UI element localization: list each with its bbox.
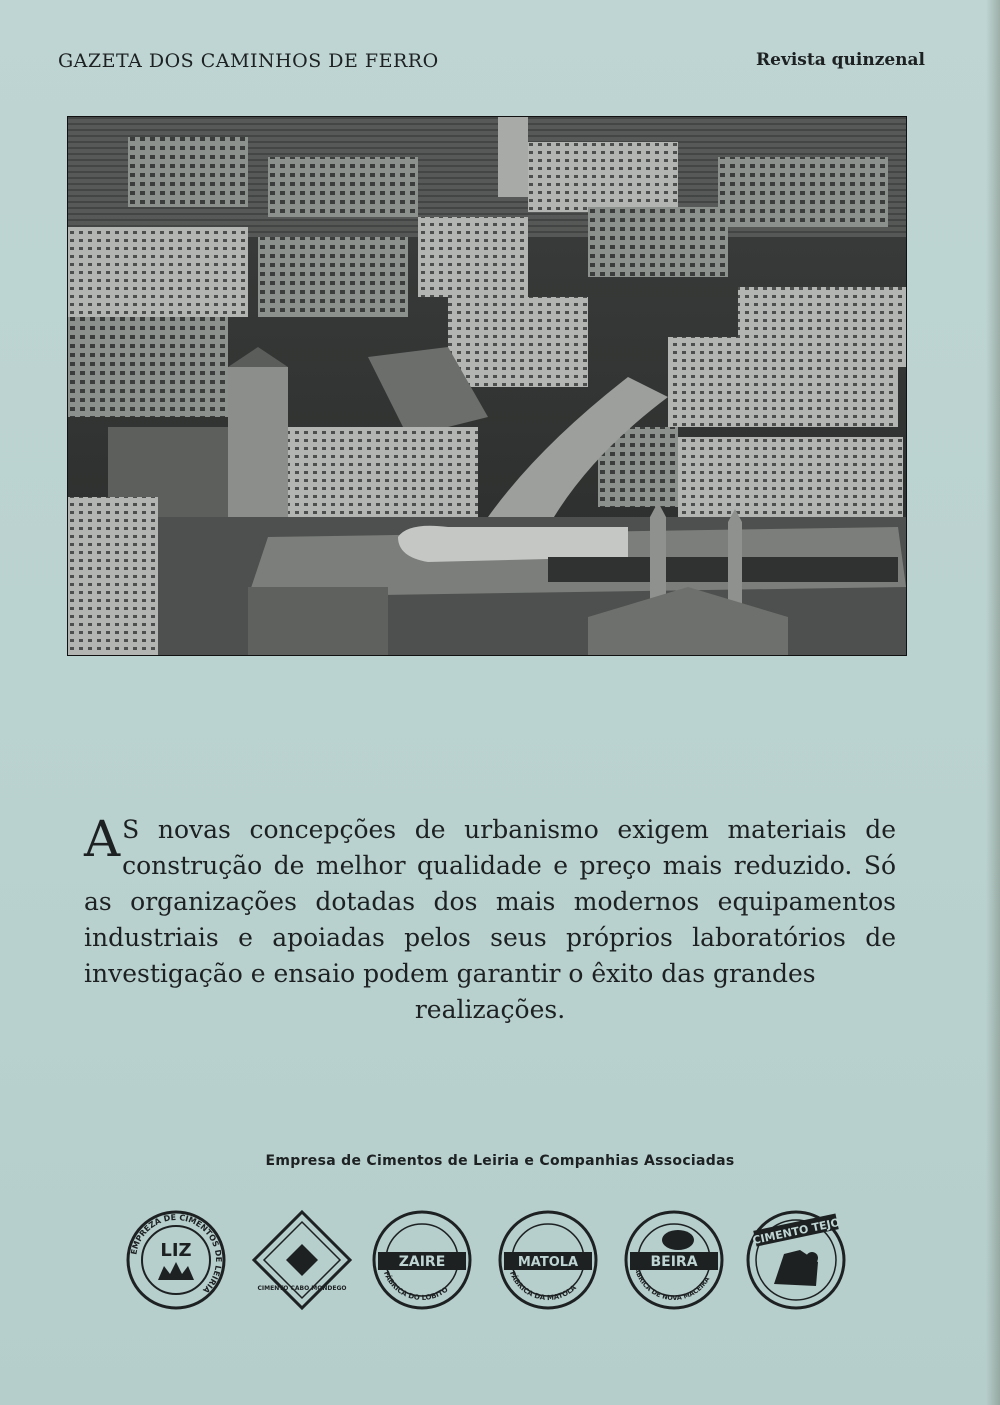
company-logos [0,1208,1000,1318]
beira-logo-ring: FÁBRICA DE NOVA MACEIRA [632,1263,712,1303]
company-name: Empresa de Cimentos de Leiria e Companhias Associadas [265,1153,735,1169]
aerial-city-illustration [68,117,906,655]
cabo-mondego-logo-name: CIMENTO CABO MONDEGO [257,1285,347,1292]
zaire-logo [370,1208,474,1312]
liz-logo-name: LIZ [160,1240,192,1261]
publication-title: GAZETA DOS CAMINHOS DE FERRO [58,50,439,72]
beira-logo-name: BEIRA [650,1254,698,1270]
advert-text-last: realizações. [414,995,566,1024]
page-edge-shadow [986,0,1000,1405]
beira-logo [622,1208,726,1312]
advert-dropcap: A [84,810,121,868]
matola-logo [496,1208,600,1312]
matola-logo-name: MATOLA [517,1255,579,1270]
zaire-logo-name: ZAIRE [398,1254,446,1270]
zaire-logo-ring: FÁBRICA DO LOBITO [382,1270,450,1303]
cimento-tejo-logo-name: CIMENTO TEJO [751,1215,842,1248]
cimento-tejo-logo [744,1208,848,1312]
advert-body-text [84,812,896,1028]
aerial-city-photo [68,117,906,655]
matola-logo-ring: FÁBRICA DA MATOLA [508,1270,578,1303]
publication-frequency: Revista quinzenal [756,50,926,70]
liz-logo-ring: EMPREZA DE CIMENTOS DE LEIRIA [129,1212,224,1295]
advert-text-main: S novas concepções de urbanismo exigem materiais de construção de melhor qualidade e preço mais reduzido. Só as organizações dotadas dos mais modernos equipamentos industriais e apoiadas pelos seus próprios laboratórios de investigação e ensaio podem garantir o êxito das grandes [84,815,896,988]
cabo-mondego-logo [250,1208,354,1312]
liz-logo [124,1208,228,1312]
